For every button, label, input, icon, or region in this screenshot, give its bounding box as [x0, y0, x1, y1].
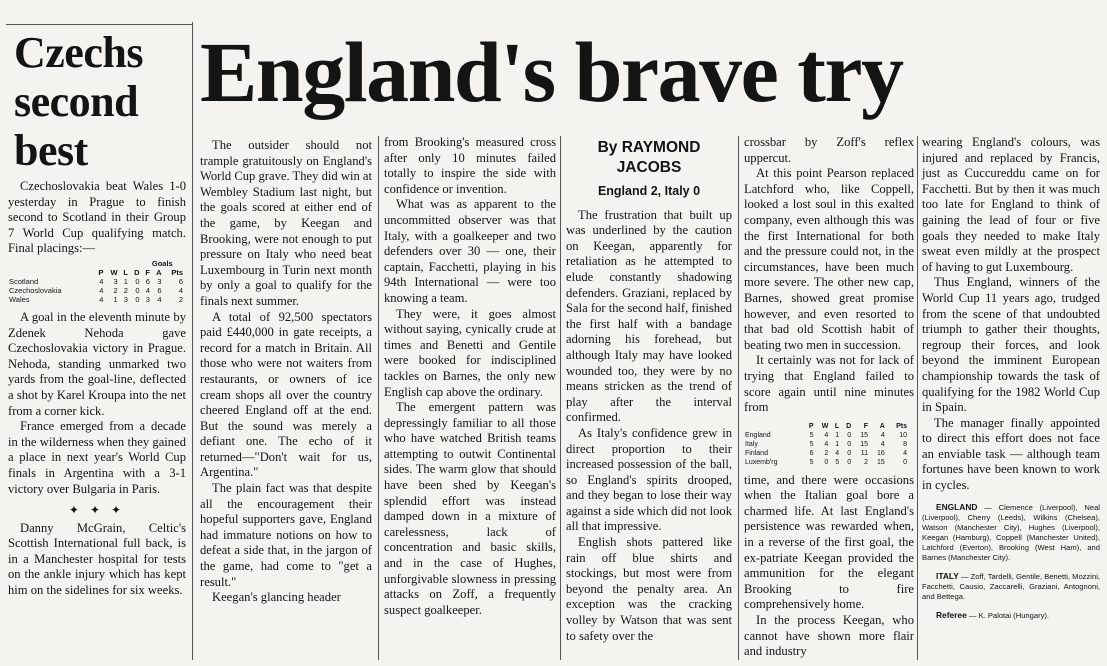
article-paragraph: Thus England, winners of the World Cup 11 years ago, trudged from the scene of that undoubted triumph to gather their thoughts, regroup their forces, and look beyond the imminent European championship towards the task of qualifying for the 1982 World Cup in Spain.: [922, 275, 1100, 415]
article-paragraph: At this point Pearson replaced Latchford who, like Coppell, looked a lost soul in this exalted company, even although this was the first International for both and the pressure could not, in the circumstances, have been much more severe. The other new cap, Barnes, showed great promise however, and even resorted to that bad old Scottish habit of beating two men in succession.: [744, 166, 914, 352]
article-paragraph: The plain fact was that despite all the encouragement their hopeful supporters gave, England had immature notions on how to defeat a side that, in the jargon of the game, had come to "get a result.": [200, 481, 372, 589]
column-rule: [560, 136, 561, 660]
column-header: W: [821, 422, 829, 430]
column-rule: [917, 136, 918, 660]
column-header: Pts: [171, 267, 183, 277]
table-cell: 0: [135, 276, 140, 286]
table-cell: 1: [835, 431, 840, 439]
table-cell: 5: [809, 440, 814, 448]
section-separator: ✦ ✦ ✦: [68, 503, 126, 518]
table-cell: 3: [145, 294, 150, 304]
article-paragraph: What was as apparent to the uncommitted observer was that Italy, with a goalkeeper and two defenders over 30 — one, their captain, Facchetti, playing in his 94th International — were too knowing a team.: [384, 197, 556, 305]
table-cell: 6: [157, 285, 162, 295]
article-paragraph: wearing England's colours, was injured and replaced by Francis, just as Cuccureddu came on for Facchetti. But by then it was much too late for England to think of gaining the lead of four or five goals they needed to make Italy sweat even mildly at the prospect of having to gut Luxembourg.: [922, 135, 1100, 274]
referee-name: — K. Palotai (Hungary).: [968, 610, 1050, 620]
article-paragraph: They were, it goes almost without saying, cynically crude at times and Benetti and Gentile were booked for indisciplined tackles on Barnes, the only new English cap above the ordinary.: [384, 306, 556, 399]
goals-label: Goals: [151, 258, 173, 268]
sidebar-story: [8, 28, 186, 599]
table-cell: 1: [113, 294, 118, 304]
player-list: — Clemence (Liverpool), Neal (Liverpool), Cherry (Leeds), Wilkins (Chelsea), Watson (Manchester City), Hughes (Liverpool), Keegan (Hamburg), Coppell (Manchester United), Latchford (Everton), Brooking (West Ham), and Barnes (Manchester City).: [922, 502, 1100, 562]
byline-line: JACOBS: [616, 159, 682, 176]
team-lineups: [922, 502, 1100, 621]
table-cell: 6: [809, 449, 814, 457]
table-cell: 15: [877, 458, 885, 466]
column-header: L: [123, 267, 128, 277]
column-header: P: [98, 267, 104, 277]
table-cell: 1: [835, 440, 840, 448]
byline-line: By RAYMOND: [597, 139, 701, 156]
table-cell: 0: [847, 449, 852, 457]
article-paragraph: It certainly was not for lack of trying that England failed to score again until nine minutes from: [744, 353, 914, 415]
column-header: D: [846, 422, 852, 430]
article-paragraph: Keegan's glancing header: [212, 590, 341, 605]
table-cell: 2: [178, 294, 183, 304]
column-header: A: [879, 422, 885, 430]
table-header-row: [744, 422, 908, 431]
column-rule: [378, 136, 379, 660]
player-list: — Zoff, Tardelli, Gentile, Benetti, Mozzini, Facchetti, Causio, Zaccarelli, Graziani, Antognoni, and Bettega.: [922, 571, 1100, 601]
table-cell: 15: [860, 431, 868, 439]
sidebar-headline-line: Czechs: [14, 28, 143, 77]
column-header: D: [134, 267, 140, 277]
article-column-2: [384, 135, 556, 618]
table-goals-header-row: [8, 259, 184, 268]
article-paragraph: English shots pattered like rain off blue shirts and stockings, but most were from beyond the penalty area. An exception was the cracking volley by Watson that was sent to safety over the: [566, 535, 732, 643]
table-cell: 1: [123, 276, 128, 286]
article-paragraph: time, and there were occasions when the Italian goal bore a charmed life. At last England's persistence was rewarded when, in a reverse of the first goal, the ex-patriate Keegan provided the ammunition for the elegant Brooking to fire comprehensively home.: [744, 472, 914, 612]
column-header: L: [834, 422, 840, 430]
article-paragraph: In the process Keegan, who cannot have shown more flair and industry: [744, 613, 914, 659]
table-cell: 5: [809, 458, 814, 466]
table-cell: Czechoslovakia: [9, 285, 62, 295]
team-name: ITALY: [936, 570, 959, 581]
table-cell: 3: [123, 294, 128, 304]
main-headline: England's brave try: [200, 24, 903, 120]
column-header: Pts: [896, 422, 907, 430]
article-paragraph: The manager finally appointed to direct this effort does not face an enviable task — although team fortunes have been known to work in cycles.: [922, 415, 1100, 493]
column-header: A: [156, 267, 162, 277]
table-cell: 11: [860, 449, 868, 457]
column-header: F: [863, 422, 868, 430]
table-cell: 0: [847, 458, 852, 466]
table-cell: 0: [135, 294, 140, 304]
sidebar-headline-line: second: [14, 77, 139, 126]
article-column-3: [566, 138, 732, 644]
table-cell: 0: [135, 285, 140, 295]
table-cell: 4: [99, 285, 104, 295]
table-cell: 4: [99, 294, 104, 304]
table-header-row: [8, 268, 184, 277]
table-cell: Wales: [9, 294, 30, 304]
article-paragraph: A total of 92,500 spectators paid £440,000 in gate receipts, a record for a match in Britain. All those who were not waiters from restaurants, or owners of ice cream shops all over the country cheered England off at the end. But the sound was merely a defiant one. The echo of it returned—"Don't wait for us, Argentina.": [200, 309, 372, 480]
article-column-1: [200, 138, 372, 606]
article-paragraph: The outsider should not trample gratuitously on England's World Cup grave. They did win at Wembley Stadium last night, but the goals scored at either end of the game, by Keegan and Brooking, were not enough to put pressure on Italy who need beat Luxembourg in Turin next month by only a goal to qualify for the finals next summer.: [200, 138, 372, 308]
article-column-4: [744, 135, 914, 660]
article-paragraph: As Italy's confidence grew in direct proportion to their increased possession of the ball, so England's spirits drooped, and they began to lose their way against a side which did not look all that impressive.: [566, 425, 732, 534]
column-rule: [192, 22, 193, 660]
article-paragraph: The frustration that built up was underlined by the caution on Keegan, apparently for retaliation as he attempted to elude constantly shadowing defenders. Graziani, replaced by Sala for the second half, finished the first half with a bandage adorning his forehead, but although Italy may have looked wounded too, they were by no means stricken as the trend of play after the interval confirmed.: [566, 207, 732, 425]
england-lineup: [922, 502, 1100, 563]
sidebar-headline: [14, 28, 186, 175]
table-cell: 3: [157, 276, 162, 286]
table-cell: 4: [880, 440, 885, 448]
table-cell: 2: [123, 285, 128, 295]
table-row: [8, 286, 184, 295]
table-cell: 0: [847, 431, 852, 439]
sidebar-paragraph: Danny McGrain, Celtic's Scottish International full back, is in a Manchester hospital for tests on the ankle injury which has kept him on the sidelines for six weeks.: [8, 520, 186, 598]
article-paragraph: crossbar by Zoff's reflex uppercut.: [744, 135, 914, 165]
column-header: W: [110, 267, 118, 277]
table-cell: 15: [860, 440, 868, 448]
table-cell: 6: [145, 276, 150, 286]
table-row: [8, 277, 184, 286]
table-cell: 6: [178, 276, 183, 286]
sidebar-rule: [6, 24, 192, 25]
table-cell: Finland: [745, 449, 768, 457]
table-cell: 3: [113, 276, 118, 286]
italy-lineup: [922, 571, 1100, 602]
sidebar-paragraph: A goal in the eleventh minute by Zdenek Nehoda gave Czechoslovakia victory in Prague. Nehoda, standing unmarked two yards from the goal-line, deflected a shot by Karel Kroupa into the net from a corner kick.: [8, 309, 186, 418]
table-cell: 5: [809, 431, 814, 439]
article-paragraph: The emergent pattern was depressingly familiar to all those who have watched British teams attempting to outwit Continental sides. The warm glow that should have been shed by Keegan's splendid effort was instead damped down in a mixture of carelessness, lack of concentration and basic skills, and in the case of Hughes, unforgivable slowness in pressing attacks on Zoff, a frequently suspect goalkeeper.: [384, 400, 556, 617]
table-cell: 5: [835, 458, 840, 466]
table-cell: 4: [835, 449, 840, 457]
table-row: [744, 440, 908, 449]
table-row: [8, 295, 184, 304]
column-rule: [738, 136, 739, 660]
table-cell: 4: [824, 440, 829, 448]
group7-table: [8, 259, 184, 304]
table-cell: 8: [903, 440, 907, 448]
table-cell: 4: [99, 276, 104, 286]
table-cell: 0: [824, 458, 829, 466]
sidebar-paragraph: France emerged from a decade in the wilderness when they gained a place in next year's World Cup finals in Argentina with a 3-1 victory over Bulgaria in Paris.: [8, 419, 186, 496]
table-cell: 4: [178, 285, 183, 295]
table-cell: 4: [157, 294, 162, 304]
table-cell: 2: [864, 458, 868, 466]
table-cell: 4: [880, 431, 885, 439]
table-cell: Scotland: [9, 276, 39, 286]
sidebar-intro: Czechoslovakia beat Wales 1-0 yesterday in Prague to finish second to Scotland in their Group 7 World Cup qualifying match. Final placings:—: [8, 179, 186, 256]
table-row: [744, 458, 908, 467]
table-cell: England: [745, 431, 771, 439]
group2-table: [744, 422, 908, 467]
referee-label: Referee: [936, 609, 967, 620]
sidebar-headline-line: best: [14, 126, 88, 175]
table-cell: 10: [899, 431, 907, 439]
table-cell: 2: [824, 449, 829, 457]
column-header: F: [145, 267, 150, 277]
byline: [566, 138, 732, 178]
table-cell: 4: [145, 285, 150, 295]
team-name: ENGLAND: [936, 501, 978, 512]
table-cell: Luxemb'rg: [745, 458, 778, 466]
table-cell: 2: [113, 285, 118, 295]
match-score: England 2, Italy 0: [597, 184, 701, 198]
table-cell: 16: [877, 449, 885, 457]
column-header: P: [808, 422, 814, 430]
table-cell: 4: [824, 431, 829, 439]
table-cell: 0: [847, 440, 852, 448]
table-row: [744, 449, 908, 458]
table-cell: 4: [903, 449, 907, 457]
table-cell: Italy: [745, 440, 758, 448]
table-row: [744, 431, 908, 440]
article-column-5: [922, 135, 1100, 629]
referee-line: [922, 610, 1100, 621]
table-cell: 0: [903, 458, 907, 466]
article-paragraph: from Brooking's measured cross after only 10 minutes failed totally to inspire the side with confidence or invention.: [384, 135, 556, 196]
